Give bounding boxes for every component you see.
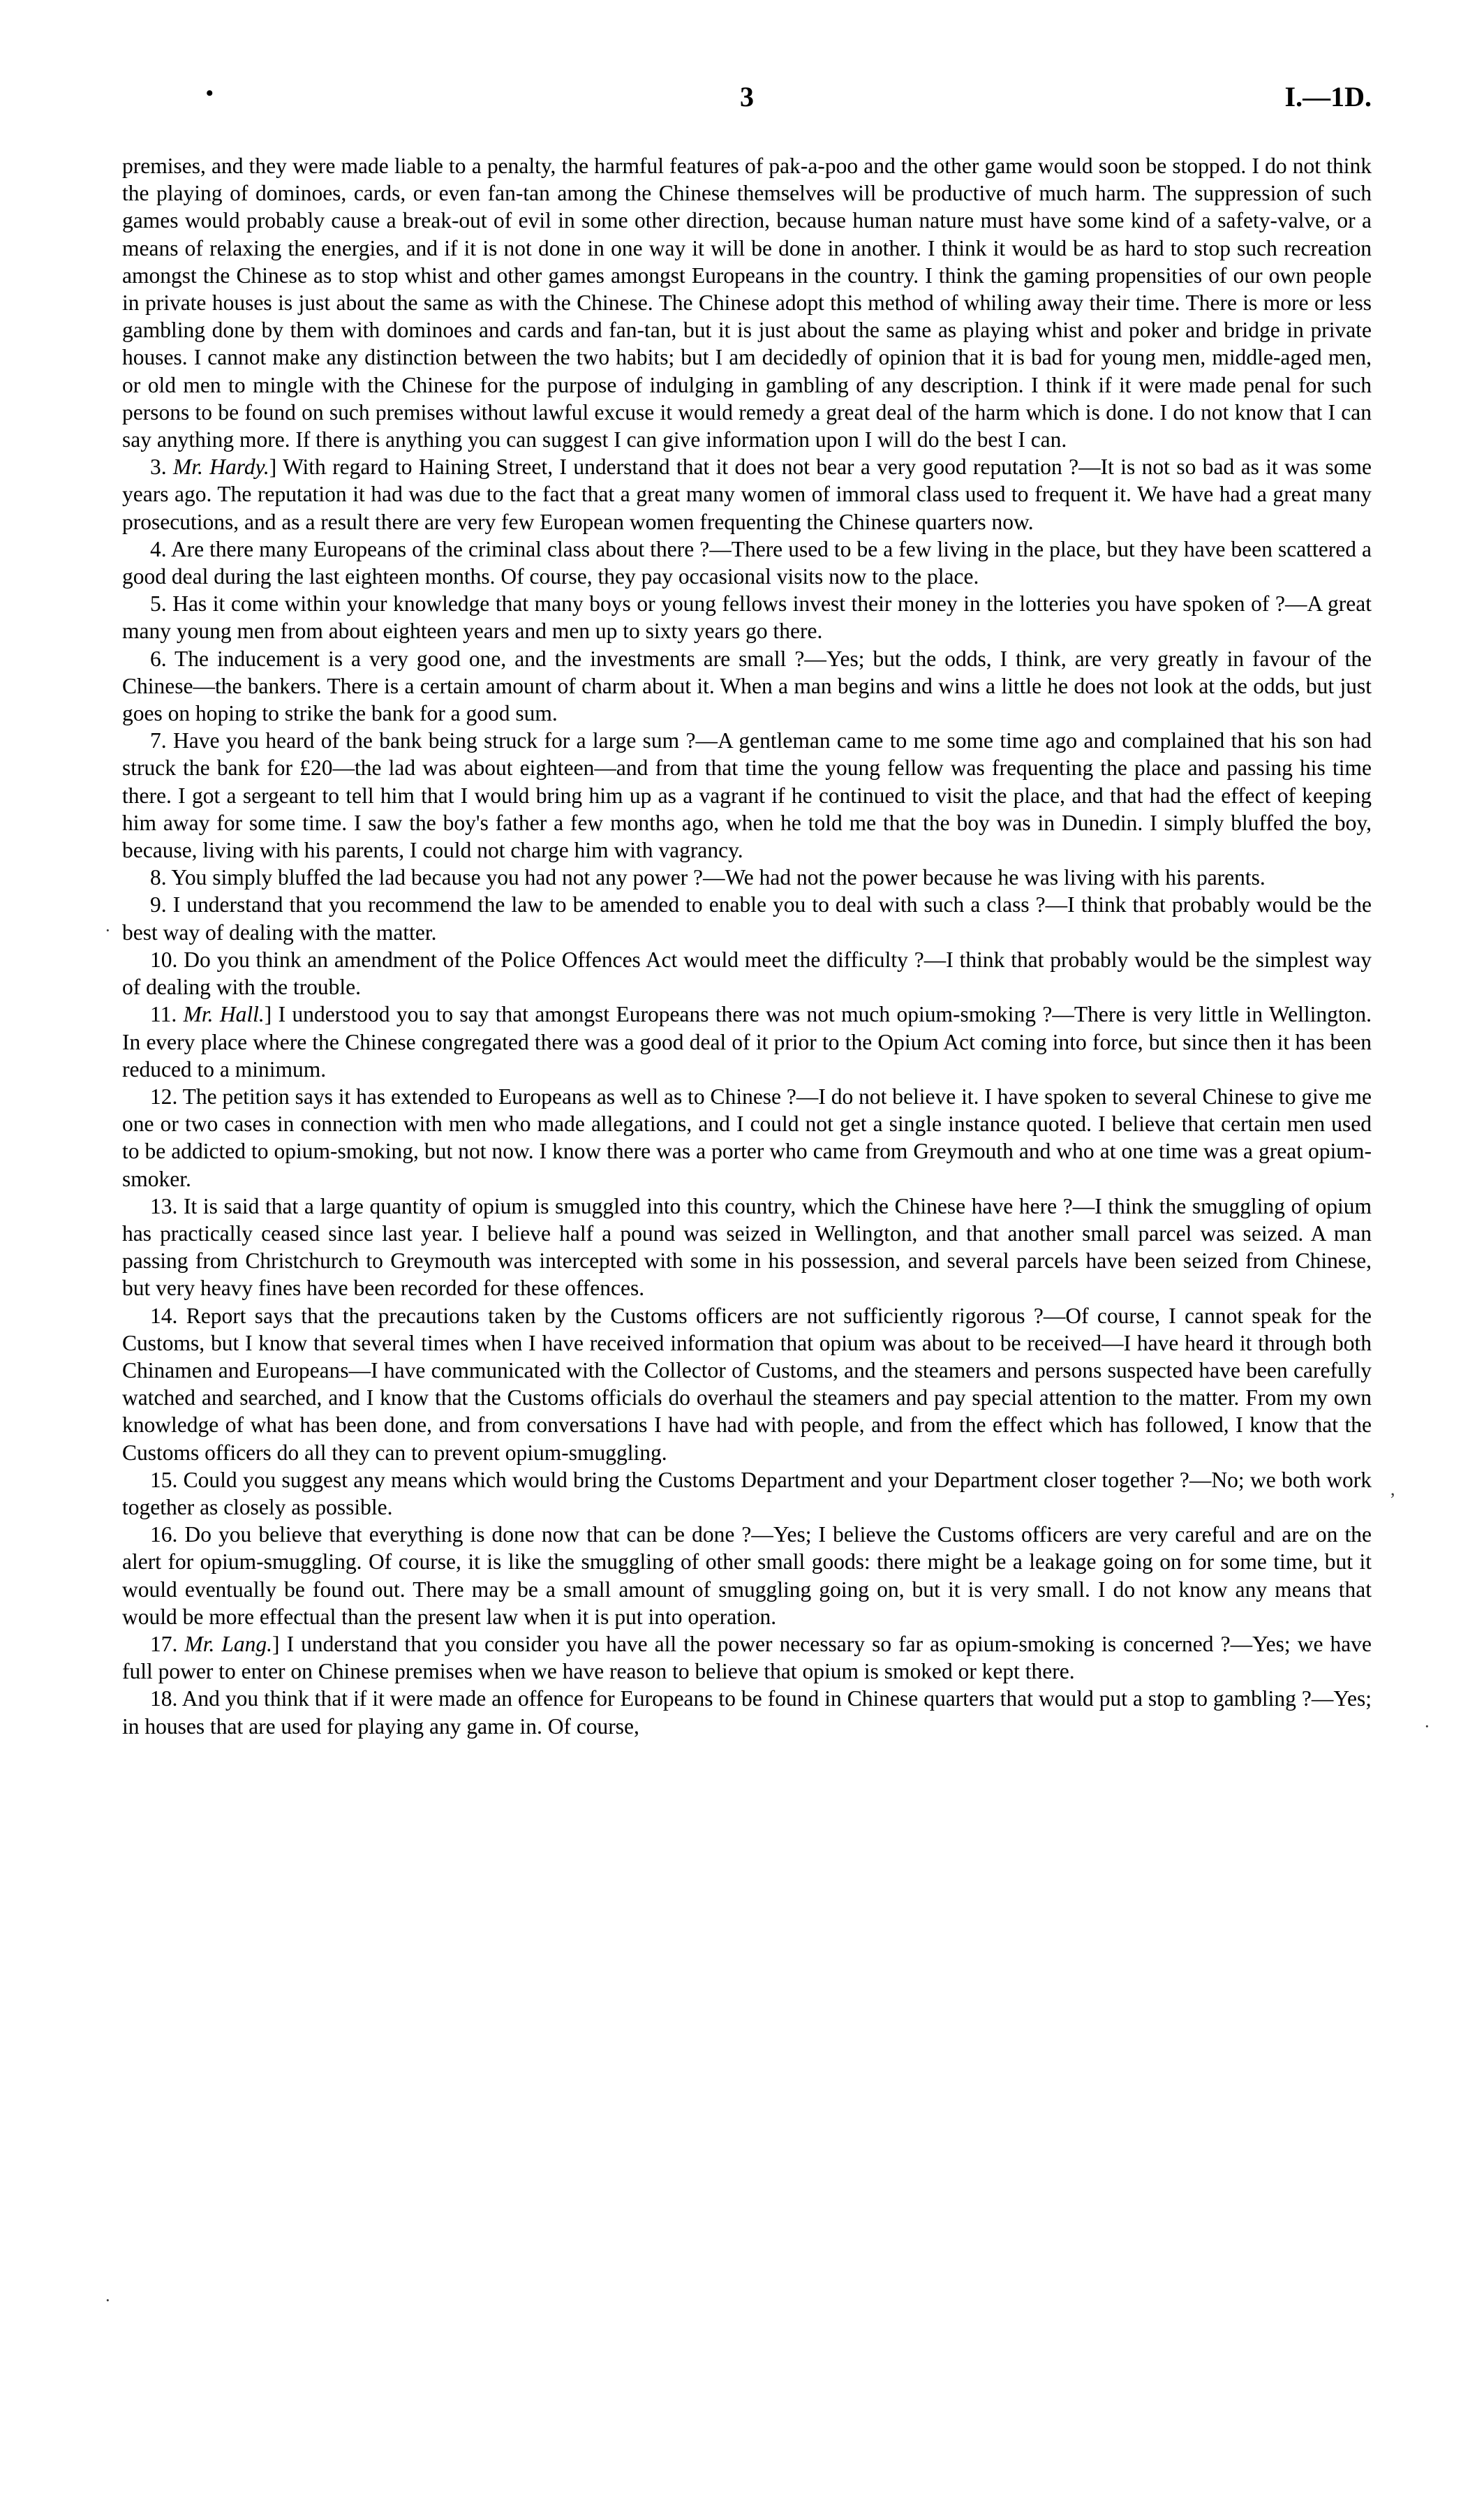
page-header xyxy=(122,80,1372,122)
header-mark: • xyxy=(206,82,214,105)
paragraph-q9: 9. I understand that you recommend the law to be amended to enable you to deal with such a class ?—I think that probably would be the best way of dealing with the matter. xyxy=(122,892,1372,945)
paragraph-q6: 6. The inducement is a very good one, and the investments are small ?—Yes; but the odds, I think, are very greatly in favour of the Chinese—the bankers. There is a certain amount of charm about it. When a man begins and wins a little he does not look at the odds, but just goes on hoping to strike the bank for a good sum. xyxy=(122,646,1372,726)
paragraph-q16: 16. Do you believe that everything is done now that can be done ?—Yes; I believe the Customs officers are very careful and are on the alert for opium-smuggling. Of course, it is like the smuggling of other small goods: there might be a leakage going on for some time, but it would eventually be found out. There may be a small amount of smuggling going on, but it is very small. I do not know any means that would be more effectual than the present law when it is put into operation. xyxy=(122,1522,1372,1629)
paragraph-q18: 18. And you think that if it were made an offence for Europeans to be found in Chinese quarters that would put a stop to gambling ?—Yes; in houses that are used for playing any game in. Of course, xyxy=(122,1686,1372,1739)
speaker-name: Mr. Lang. xyxy=(184,1631,273,1656)
document-reference: I.—1D. xyxy=(1284,81,1372,112)
paragraph-q17: 17. Mr. Lang.] I understand that you consider you have all the power necessary so far as opium-smoking is concerned ?—Yes; we have full power to enter on Chinese premises when we have reason to believe that opium is smoked or kept there. xyxy=(122,1631,1372,1684)
paragraph-q10: 10. Do you think an amendment of the Police Offences Act would meet the difficulty ?—I think that probably would be the simplest way of dealing with the trouble. xyxy=(122,947,1372,1000)
margin-dot: · xyxy=(105,2290,111,2310)
paragraph-q4: 4. Are there many Europeans of the criminal class about there ?—There used to be a few living in the place, but they have been scattered a good deal during the last eighteen months. Of course, they pay occasional visits now to the place. xyxy=(122,536,1372,589)
margin-tick: , xyxy=(1390,1479,1395,1499)
paragraph-q7: 7. Have you heard of the bank being struck for a large sum ?—A gentleman came to me some time ago and complained that his son had struck the bank for £20—the lad was about eighteen—and from that time the young fellow was frequenting the place and passing his time there. I got a sergeant to tell him that I would bring him up as a vagrant if he continued to visit the place, and that had the effect of keeping him away for some time. I saw the boy's father a few months ago, when he told me that the boy was in Dunedin. I simply bluffed the boy, because, living with his parents, I could not charge him with vagrancy. xyxy=(122,728,1372,863)
body-text xyxy=(122,152,1372,1740)
margin-dot: · xyxy=(1424,1716,1430,1736)
paragraph-q15: 15. Could you suggest any means which would bring the Customs Department and your Department closer together ?—No; we both work together as closely as possible. xyxy=(122,1467,1372,1519)
paragraph-q5: 5. Has it come within your knowledge that many boys or young fellows invest their money in the lotteries you have spoken of ?—A great many young men from about eighteen years and men up to sixty years go there. xyxy=(122,591,1372,644)
speaker-name: Mr. Hall. xyxy=(183,1002,265,1027)
paragraph-q8: 8. You simply bluffed the lad because you had not any power ?—We had not the power because he was living with his parents. xyxy=(150,865,1266,890)
paragraph-q12: 12. The petition says it has extended to Europeans as well as to Chinese ?—I do not believe it. I have spoken to several Chinese to give me one or two cases in connection with men who made allegations, and I could not get a single instance quoted. I believe that certain men used to be addicted to opium-smoking, but not now. I know there was a porter who came from Greymouth and who at one time was a great opium-smoker. xyxy=(122,1084,1372,1191)
page-number: 3 xyxy=(740,81,754,112)
margin-dot: · xyxy=(105,920,111,941)
paragraph-q13: 13. It is said that a large quantity of opium is smuggled into this country, which the Chinese have here ?—I think the smuggling of opium has practically ceased since last year. I believe half a pound was seized in Wellington, and that another small parcel was seized. A man passing from Christchurch to Greymouth was intercepted with some in his possession, and several parcels have been seized from Chinese, but very heavy fines have been recorded for these offences. xyxy=(122,1193,1372,1301)
paragraph-q14: 14. Report says that the precautions taken by the Customs officers are not sufficiently rigorous ?—Of course, I cannot speak for the Customs, but I know that several times when I have received information that opium was about to be received—I have heard it through both Chinamen and Europeans—I have communicated with the Collector of Customs, and the steamers and persons suspected have been carefully watched and searched, and I know that the Customs officials do overhaul the steamers and pay special attention to the matter. From my own knowledge of what has been done, and from conversations I have had with people, and from the effect which has followed, I know that the Customs officers do all they can to prevent opium-smuggling. xyxy=(122,1303,1372,1465)
paragraph-continuation: premises, and they were made liable to a penalty, the harmful features of pak-a-poo and the other game would soon be stopped. I do not think the playing of dominoes, cards, or even fan-tan among the Chinese themselves will be productive of much harm. The suppression of such games would probably cause a break-out of evil in some other direction, because human nature must have some kind of a safety-valve, or a means of relaxing the energies, and if it is not done in one way it will be done in another. I think it would be as hard to stop such recreation amongst the Chinese as to stop whist and other games amongst Europeans in the country. I think the gaming propensities of our own people in private houses is just about the same as with the Chinese. The Chinese adopt this method of whiling away their time. There is more or less gambling done by them with dominoes and cards and fan-tan, but it is just about the same as playing whist and poker and bridge in private houses. I cannot make any distinction between the two habits; but I am decidedly of opinion that it is bad for young men, middle-aged men, or old men to mingle with the Chinese for the purpose of indulging in gambling of any description. I think if it were made penal for such persons to be found on such premises without lawful excuse it would remedy a great deal of the harm which is done. I do not know that I can say anything more. If there is anything you can suggest I can give information upon I will do the best I can. xyxy=(122,154,1372,452)
speaker-name: Mr. Hardy. xyxy=(173,455,269,480)
paragraph-q3: 3. Mr. Hardy.] With regard to Haining Street, I understand that it does not bear a very good reputation ?—It is not so bad as it was some years ago. The reputation it had was due to the fact that a great many women of immoral class used to frequent it. We have had a great many prosecutions, and as a result there are very few European women frequenting the Chinese quarters now. xyxy=(122,455,1372,534)
paragraph-q11: 11. Mr. Hall.] I understood you to say that amongst Europeans there was not much opium-smoking ?—There is very little in Wellington. In every place where the Chinese congregated there was a good deal of it prior to the Opium Act coming into force, but since then it has been reduced to a minimum. xyxy=(122,1002,1372,1082)
